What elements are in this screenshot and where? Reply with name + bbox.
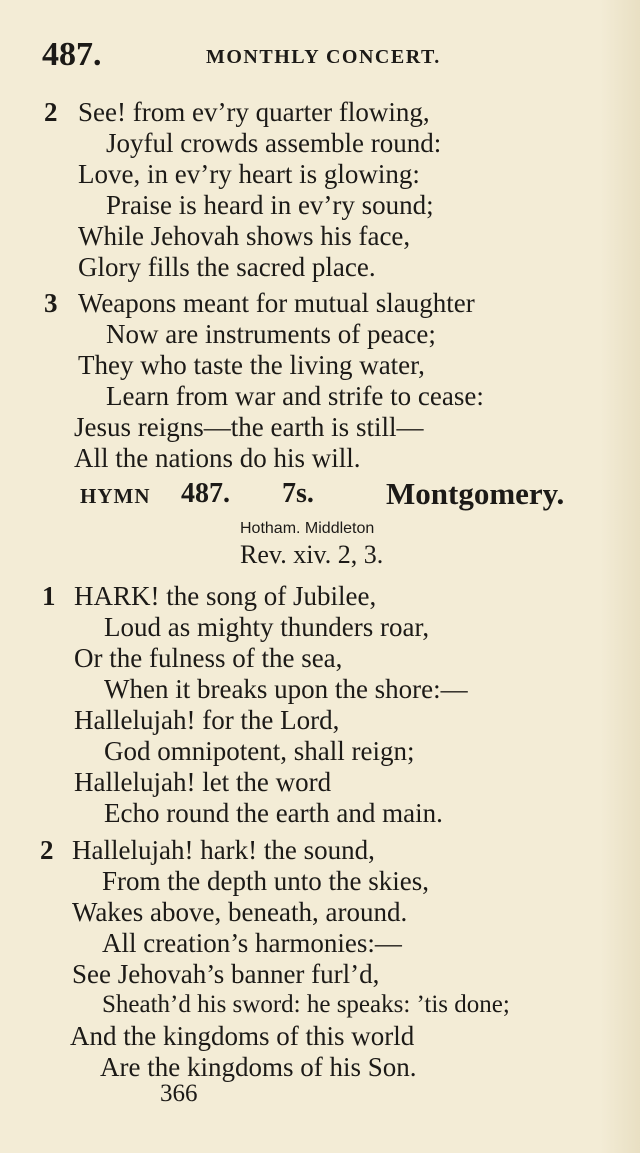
hymn-label: HYMN — [80, 484, 151, 508]
verse-line: All the nations do his will. — [74, 443, 361, 473]
verse-line: Weapons meant for mutual slaughter — [78, 288, 475, 318]
running-title: MONTHLY CONCERT. — [206, 46, 441, 68]
page-header — [42, 36, 580, 76]
verse-line: God omnipotent, shall reign; — [104, 736, 415, 766]
verse-line: Hallelujah! let the word — [74, 767, 332, 797]
page-number-bottom: 366 — [160, 1080, 198, 1107]
verse-line: When it breaks upon the shore:— — [104, 674, 468, 704]
verse-line: Hallelujah! for the Lord, — [74, 705, 340, 735]
page-edge-shadow — [600, 0, 640, 1153]
verse-line: Love, in ev’ry heart is glowing: — [78, 159, 420, 189]
verse-line: Jesus reigns—the earth is still— — [74, 412, 424, 442]
stanza-number: 3 — [44, 288, 58, 318]
stanza-number: 1 — [42, 581, 56, 611]
stanza-number: 2 — [44, 97, 58, 127]
verse-line: They who taste the living water, — [78, 350, 425, 380]
page-number-top: 487. — [42, 36, 102, 73]
tune-names: Hotham. Middleton — [240, 520, 375, 537]
verse-line: Joyful crowds assemble round: — [106, 128, 442, 158]
verse-line: Loud as mighty thunders roar, — [104, 612, 430, 642]
verse-line: Hallelujah! hark! the sound, — [72, 835, 375, 865]
verse-line: Sheath’d his sword: he speaks: ’tis done; — [102, 991, 510, 1018]
verse-line: Echo round the earth and main. — [104, 798, 443, 828]
verse-line: Learn from war and strife to cease: — [106, 381, 484, 411]
verse-line: Are the kingdoms of his Son. — [100, 1052, 417, 1082]
verse-line: Now are instruments of peace; — [106, 319, 436, 349]
hymn-heading — [80, 478, 610, 514]
verse-line: And the kingdoms of this world — [70, 1021, 415, 1051]
hymn-number: 487. — [181, 478, 230, 509]
verse-line: HARK! the song of Jubilee, — [74, 581, 377, 611]
verse-line: Praise is heard in ev’ry sound; — [106, 190, 434, 220]
verse-line: Or the fulness of the sea, — [74, 643, 343, 673]
verse-line: Wakes above, beneath, around. — [72, 897, 408, 927]
scripture-reference: Rev. xiv. 2, 3. — [240, 540, 384, 569]
hymn-meter: 7s. — [282, 478, 314, 509]
verse-line: From the depth unto the skies, — [102, 866, 429, 896]
verse-line: Glory fills the sacred place. — [78, 252, 376, 282]
stanza-number: 2 — [40, 835, 54, 865]
verse-line: All creation’s harmonies:— — [102, 928, 402, 958]
verse-line: See Jehovah’s banner furl’d, — [72, 959, 380, 989]
verse-line: See! from ev’ry quarter flowing, — [78, 97, 430, 127]
verse-line: While Jehovah shows his face, — [78, 221, 411, 251]
hymn-author: Montgomery. — [386, 476, 565, 511]
